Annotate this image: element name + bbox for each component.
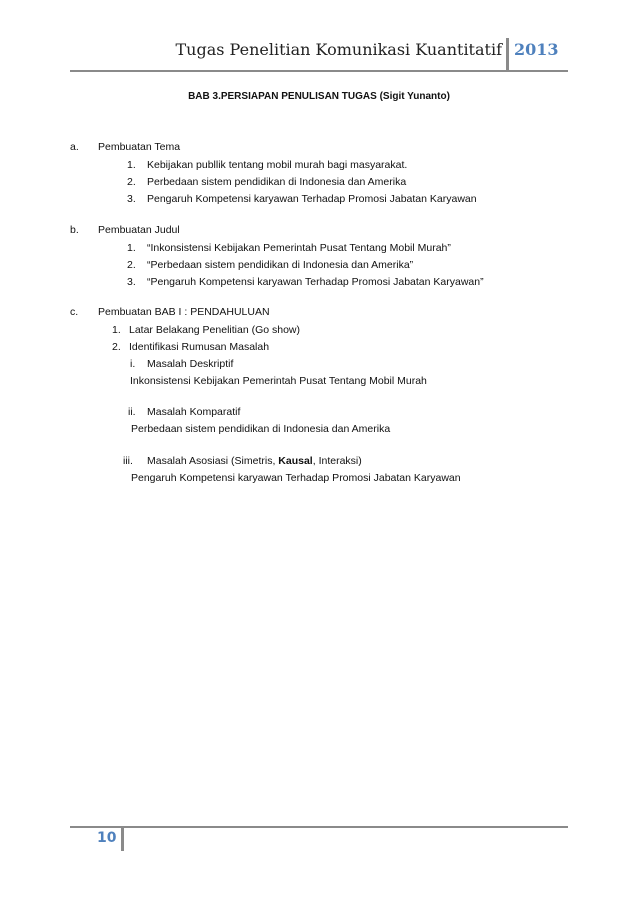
list-item-text: “Pengaruh Kompetensi karyawan Terhadap Promosi Jabatan Karyawan” [147,276,484,288]
header-title: Tugas Penelitian Komunikasi Kuantitatif [175,40,502,59]
section-b-marker: b. [70,224,79,236]
subitem-number: iii. [123,455,133,467]
section-b-title: Pembuatan Judul [98,224,180,236]
header-divider [506,38,509,70]
subitem-label [147,455,362,467]
header-year: 2013 [514,40,559,59]
list-item-number: 1. [112,324,121,336]
header-rule [70,70,568,72]
section-a-title: Pembuatan Tema [98,141,181,153]
page-number: 10 [97,830,117,846]
list-item-number: 1. [127,242,136,254]
subitem-number: ii. [128,406,136,418]
list-item-text: “Inkonsistensi Kebijakan Pemerintah Pusat Tentang Mobil Murah” [147,242,451,254]
list-item-text: Perbedaan sistem pendidikan di Indonesia dan Amerika [147,176,407,188]
list-item-number: 2. [112,341,121,353]
list-item-number: 1. [127,159,136,171]
subitem-detail: Inkonsistensi Kebijakan Pemerintah Pusat Tentang Mobil Murah [130,375,427,387]
subitem-number: i. [130,358,136,370]
list-item-text: Kebijakan publlik tentang mobil murah bagi masyarakat. [147,159,408,171]
subitem-detail: Pengaruh Kompetensi karyawan Terhadap Promosi Jabatan Karyawan [131,472,461,484]
list-item-number: 3. [127,193,136,205]
footer-rule [70,826,568,828]
list-item-text: Latar Belakang Penelitian (Go show) [129,324,301,336]
subitem-label: Masalah Komparatif [147,406,241,418]
list-item-text: “Perbedaan sistem pendidikan di Indonesia dan Amerika” [147,259,414,271]
list-item-text: Pengaruh Kompetensi karyawan Terhadap Promosi Jabatan Karyawan [147,193,477,205]
list-item-number: 2. [127,259,136,271]
subitem-label-part: Masalah Asosiasi (Simetris, [147,455,279,467]
chapter-title: BAB 3.PERSIAPAN PENULISAN TUGAS (Sigit Yunanto) [188,91,450,102]
section-c-title: Pembuatan BAB I : PENDAHULUAN [98,306,270,318]
subitem-label-part: , Interaksi) [312,455,362,467]
subitem-label-bold: Kausal [278,455,313,467]
section-a-marker: a. [70,141,79,153]
subitem-detail: Perbedaan sistem pendidikan di Indonesia dan Amerika [131,423,391,435]
list-item-number: 2. [127,176,136,188]
footer-divider [121,826,124,851]
list-item-number: 3. [127,276,136,288]
section-c-marker: c. [70,306,79,318]
subitem-label: Masalah Deskriptif [147,358,234,370]
list-item-text: Identifikasi Rumusan Masalah [129,341,270,353]
